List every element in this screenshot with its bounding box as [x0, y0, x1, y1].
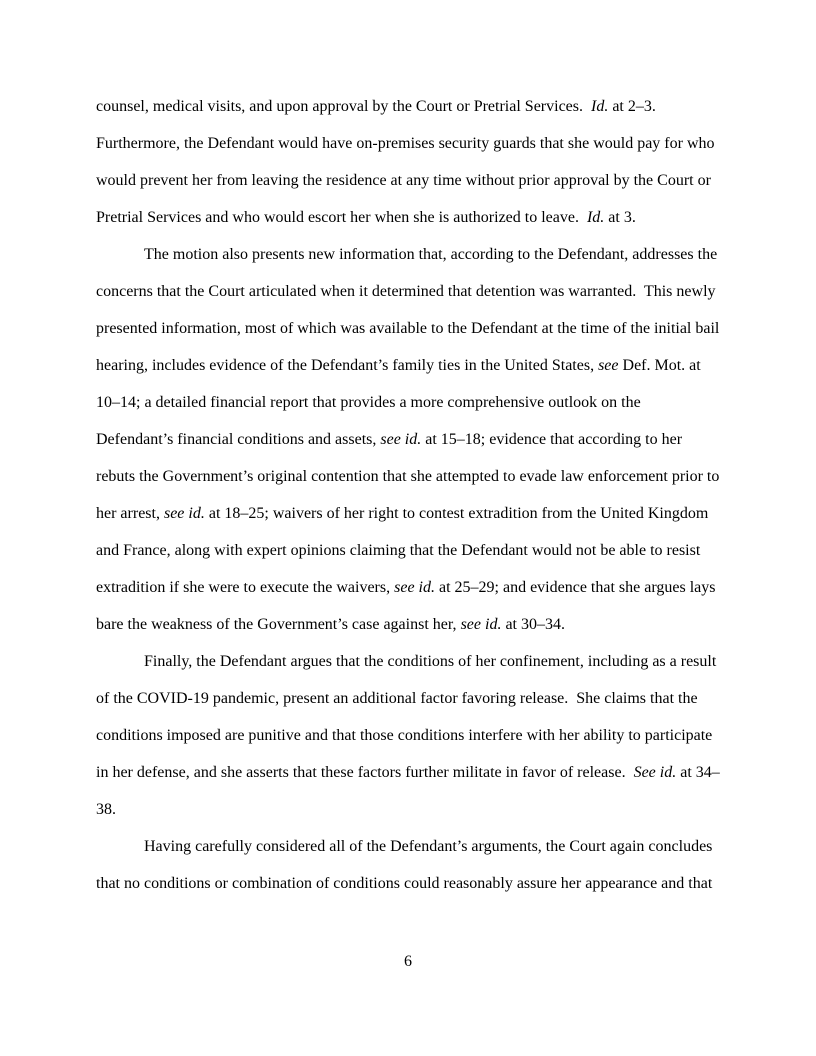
- paragraph: [96, 88, 722, 236]
- body-text-run: at 3.: [604, 209, 636, 226]
- paragraph: [96, 828, 722, 902]
- body-text-run: at 18–25; waivers of her right to contest extradition from the United Kingdom and France, along with expert opinions claiming that the Defendant would not be able to resist extradition if she were to execute the waivers,: [96, 505, 713, 596]
- citation-text: see id.: [460, 616, 502, 633]
- citation-text: Id.: [586, 209, 605, 226]
- body-text-run: at 2–3. Furthermore, the Defendant would have on-premises security guards that she would pay for who would prevent her from leaving the residence at any time without prior approval by the Court or Pretrial Services and who would escort her when she is authorized to leave.: [96, 98, 719, 226]
- citation-text: see id.: [380, 431, 422, 448]
- paragraph: [96, 236, 722, 643]
- paragraph: [96, 643, 722, 828]
- document-body: [96, 88, 722, 902]
- citation-text: see id.: [163, 505, 205, 522]
- body-text-run: Having carefully considered all of the Defendant’s arguments, the Court again concludes that no conditions or combination of conditions could reasonably assure her appearance and that: [96, 838, 717, 892]
- body-text-run: counsel, medical visits, and upon approval by the Court or Pretrial Services.: [96, 98, 591, 115]
- body-text-run: The motion also presents new information that, according to the Defendant, addresses the concerns that the Court articulated when it determined that detention was warranted. This newly presented information, most of which was available to the Defendant at the time of the initial bail hearing, includes evidence of the Defendant’s family ties in the United States,: [96, 246, 724, 374]
- body-text-run: at 15–18; evidence that according to her rebuts the Government’s original contention that she attempted to evade law enforcement prior to her arrest,: [96, 431, 724, 522]
- body-text-run: Finally, the Defendant argues that the conditions of her confinement, including as a result of the COVID-19 pandemic, present an additional factor favoring release. She claims that the conditions imposed are punitive and that those conditions interfere with her ability to participate in her defense, and she asserts that these factors further militate in favor of release.: [96, 653, 721, 781]
- body-text-run: at 34–38.: [96, 764, 720, 818]
- body-text-run: at 25–29; and evidence that she argues lays bare the weakness of the Government’s case against her,: [96, 579, 720, 633]
- citation-text: Id.: [591, 98, 609, 115]
- citation-text: see: [598, 357, 619, 374]
- citation-text: See id.: [633, 764, 677, 781]
- citation-text: see id.: [394, 579, 435, 596]
- page-footer: [0, 952, 816, 972]
- page-number: 6: [404, 953, 412, 970]
- body-text-run: Def. Mot. at 10–14; a detailed financial report that provides a more comprehensive outlook on the Defendant’s financial conditions and assets,: [96, 357, 705, 448]
- body-text-run: at 30–34.: [501, 616, 565, 633]
